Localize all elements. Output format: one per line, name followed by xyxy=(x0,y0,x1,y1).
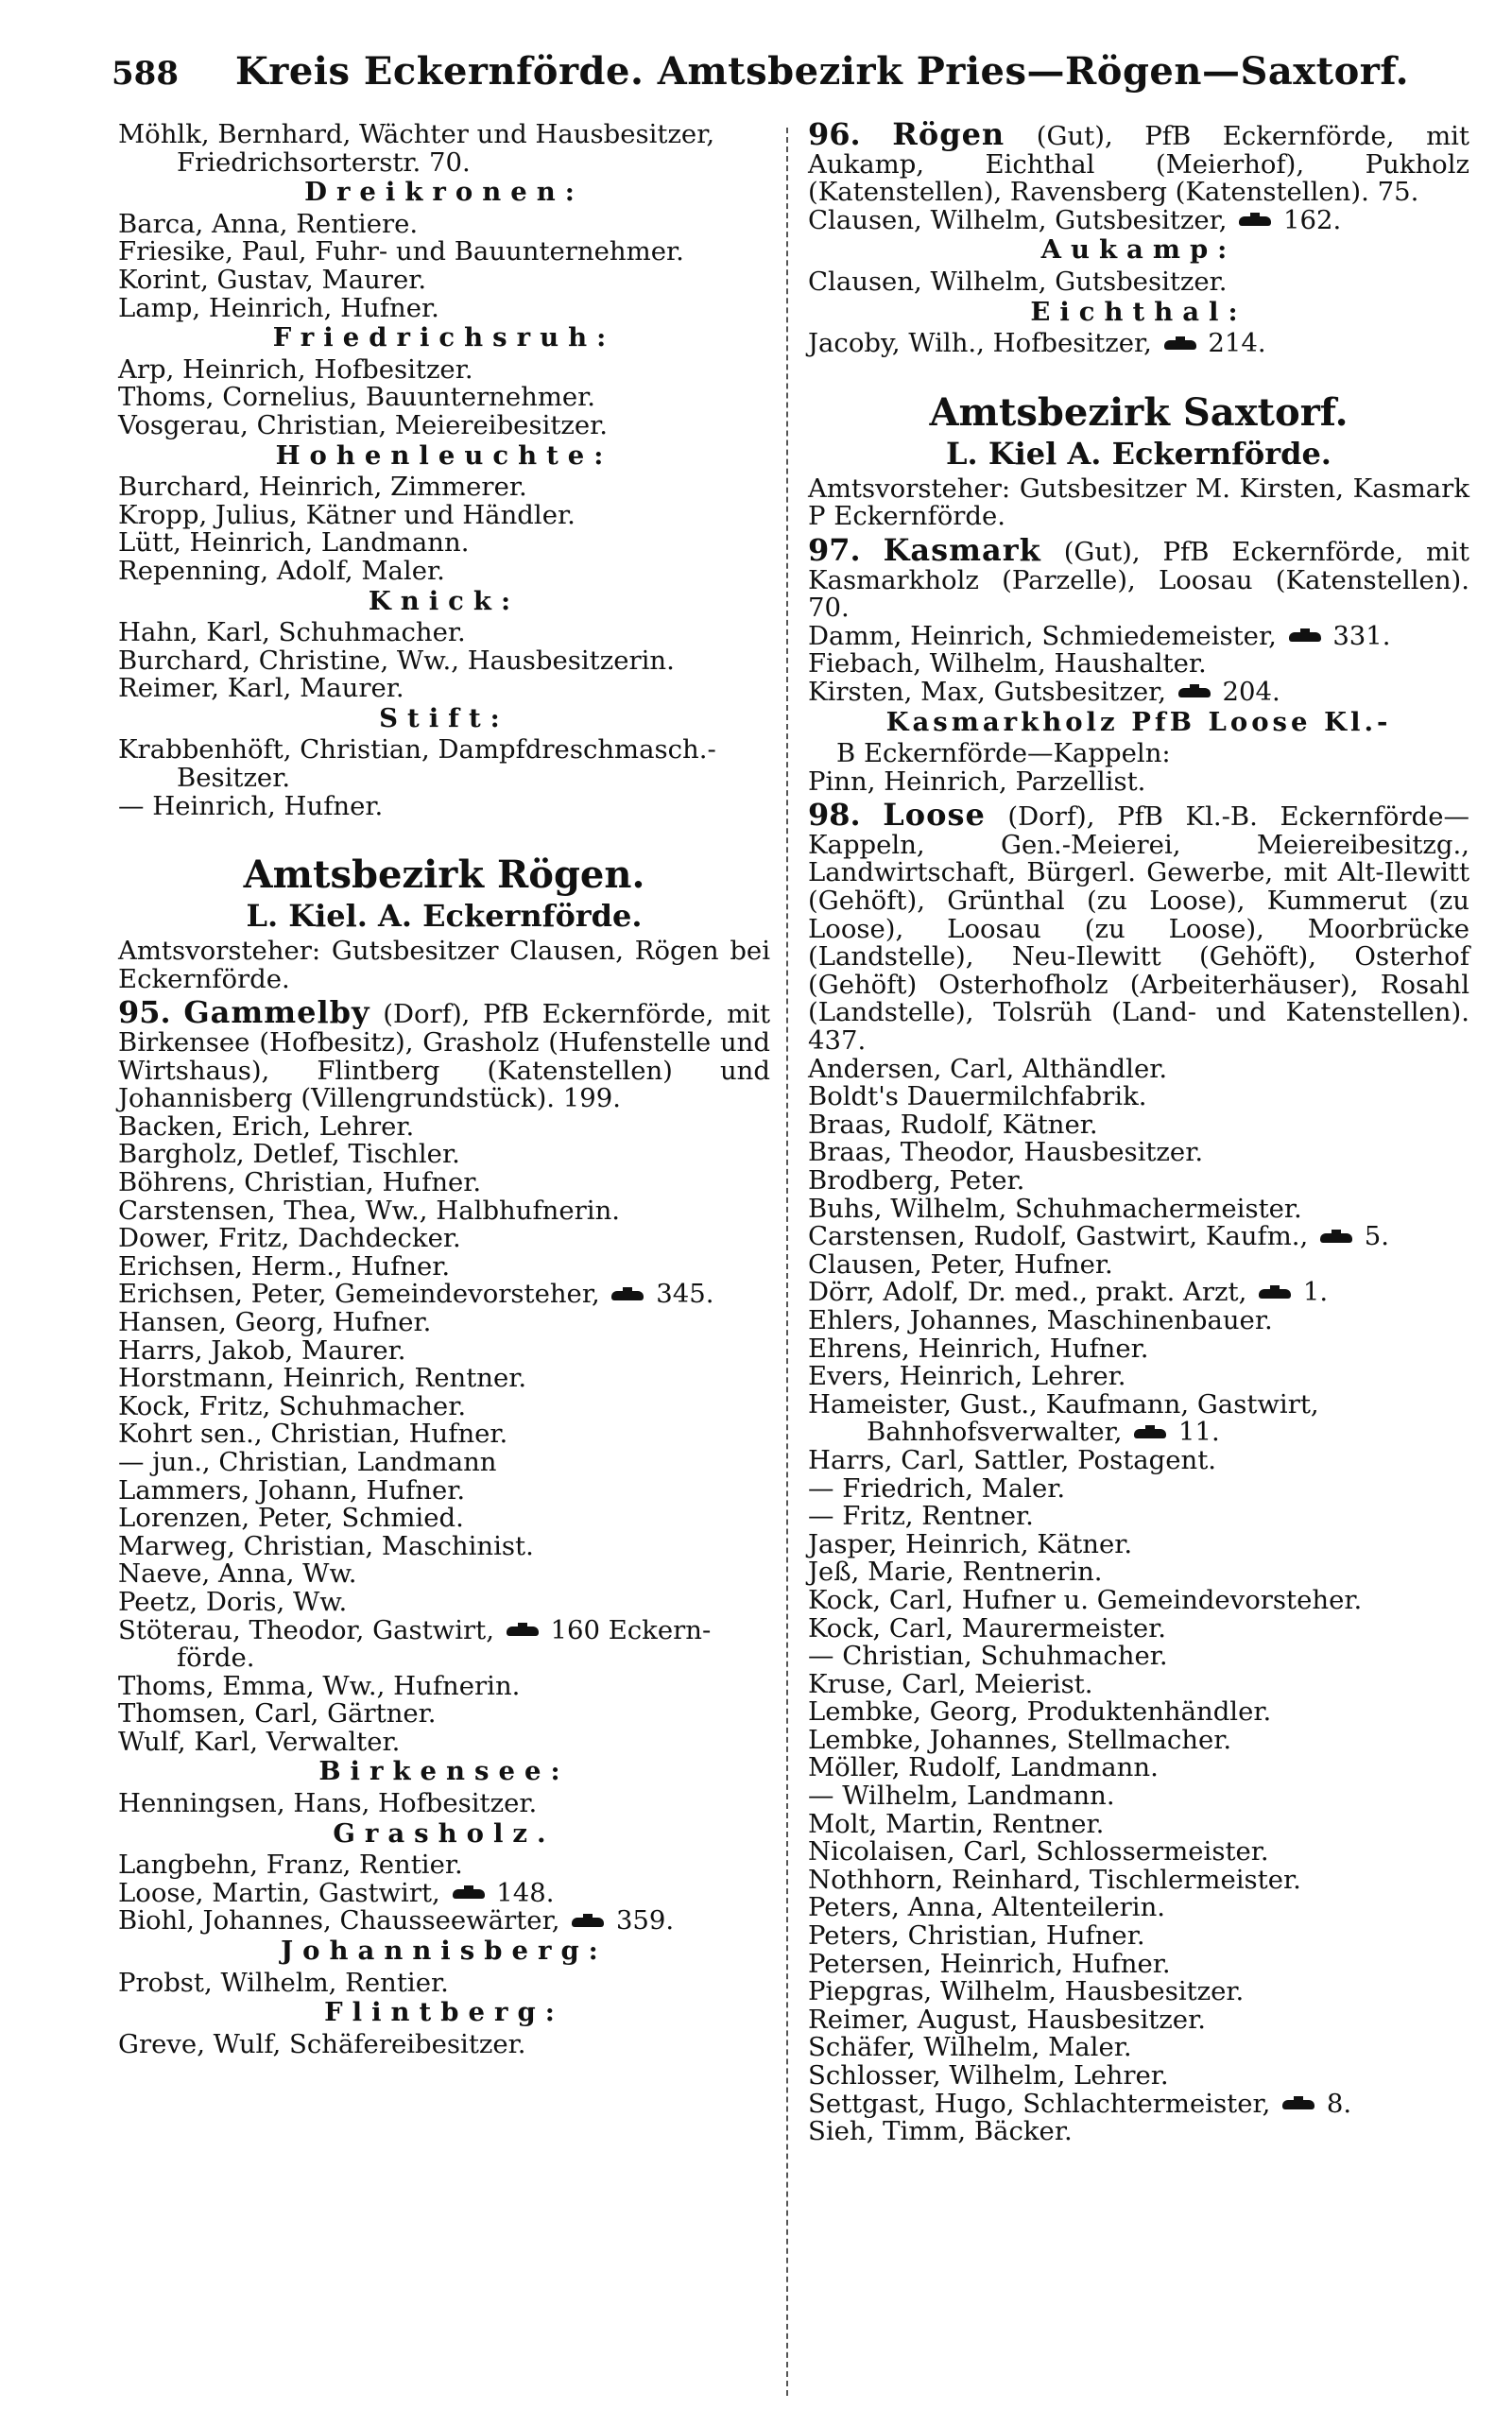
list-item: — jun., Christian, Landmann xyxy=(118,1446,497,1477)
list-item: Henningsen, Hans, Hofbesitzer. xyxy=(118,1788,538,1819)
list-item: Burchard, Heinrich, Zimmerer. xyxy=(118,472,527,503)
section-heading-aukamp: Aukamp: xyxy=(1040,234,1237,266)
section-heading-kasmarkholz-cont: B Eckernförde—Kappeln: xyxy=(836,738,1171,769)
list-item: Reimer, August, Hausbesitzer. xyxy=(808,2004,1206,2035)
section-heading-friedrichsruh: Friedrichsruh: xyxy=(272,322,616,353)
entry-text: Bahnhofsverwalter, xyxy=(867,1417,1123,1448)
list-item: Lamp, Heinrich, Hufner. xyxy=(118,292,439,323)
list-item: Arp, Heinrich, Hofbesitzer. xyxy=(118,353,473,385)
list-item: Lütt, Heinrich, Landmann. xyxy=(118,527,470,559)
list-item: Clausen, Wilhelm, Gutsbesitzer. xyxy=(808,266,1228,297)
telephone-icon xyxy=(1239,215,1271,228)
district-subtitle-saxtorf: L. Kiel A. Eckernförde. xyxy=(946,435,1332,472)
district-title-saxtorf: Amtsbezirk Saxtorf. xyxy=(929,389,1349,435)
list-item: Probst, Wilhelm, Rentier. xyxy=(118,1967,449,1998)
telephone-icon xyxy=(611,1289,644,1302)
section-heading-flintberg: Flintberg: xyxy=(324,1997,564,2028)
list-item: Kock, Carl, Hufner u. Gemeindevorsteher. xyxy=(808,1584,1363,1615)
running-title: Kreis Eckernförde. Amtsbezirk Pries—Rögen—Saxtorf. xyxy=(234,49,1410,94)
list-item: Besitzer. xyxy=(177,763,291,794)
list-item: Greve, Wulf, Schäfereibesitzer. xyxy=(118,2028,526,2059)
place-name: Rögen xyxy=(892,116,1005,152)
list-item: Peters, Anna, Altenteilerin. xyxy=(808,1892,1166,1923)
section-heading-knick: Knick: xyxy=(368,585,521,616)
telephone-number: 214. xyxy=(1208,328,1266,359)
list-item: Kohrt sen., Christian, Hufner. xyxy=(118,1419,508,1450)
list-item xyxy=(808,2088,1469,2119)
list-item: Langbehn, Franz, Rentier. xyxy=(118,1850,463,1881)
list-item: Sieh, Timm, Bäcker. xyxy=(808,2116,1073,2147)
district-vorsteher-roegen: Amtsvorsteher: Gutsbesitzer Clausen, Rögen bei Eckernförde. xyxy=(118,936,770,994)
entry-text: Clausen, Wilhelm, Gutsbesitzer, xyxy=(808,204,1228,235)
list-item: Dower, Fritz, Dachdecker. xyxy=(118,1223,461,1254)
telephone-number: 1. xyxy=(1302,1277,1329,1308)
place-description: (Gut), PfB Eckernförde, mit Aukamp, Eichthal (Meierhof), Pukholz (Katenstellen), Ravensberg (Katenstellen). 75. xyxy=(808,121,1469,208)
list-item: Barca, Anna, Rentiere. xyxy=(118,208,419,239)
list-item: Wulf, Karl, Verwalter. xyxy=(118,1726,401,1757)
list-item: Kruse, Carl, Meierist. xyxy=(808,1668,1093,1699)
list-item xyxy=(808,1279,1469,1307)
district-subtitle-roegen: L. Kiel. A. Eckernförde. xyxy=(246,898,643,935)
list-item: Nicolaisen, Carl, Schlossermeister. xyxy=(808,1836,1269,1868)
list-item: Lammers, Johann, Hufner. xyxy=(118,1474,466,1506)
entry-text: Stöterau, Theodor, Gastwirt, xyxy=(118,1614,494,1645)
list-item: Thoms, Cornelius, Bauunternehmer. xyxy=(118,382,596,413)
telephone-icon xyxy=(1289,630,1321,644)
district-vorsteher-saxtorf: Amtsvorsteher: Gutsbesitzer M. Kirsten, Kasmark P Eckernförde. xyxy=(808,473,1469,532)
list-item: Harrs, Jakob, Maurer. xyxy=(118,1334,406,1366)
list-item xyxy=(118,1877,770,1908)
list-item: Ehrens, Heinrich, Hufner. xyxy=(808,1333,1149,1364)
telephone-number: 160 Eckern- xyxy=(550,1614,712,1645)
telephone-icon xyxy=(572,1916,604,1929)
list-item: Friesike, Paul, Fuhr- und Bauunternehmer. xyxy=(118,236,684,267)
place-description: (Gut), PfB Eckernförde, mit Kasmarkholz (Parzelle), Loosau (Katenstellen). 70. xyxy=(808,536,1469,624)
place-description: (Dorf), PfB Kl.-B. Eckernförde—Kappeln, Gen.-Meierei, Meiereibesitzg., Landwirtschaft, Bürgerl. Gewerbe, mit Alt-Ilewitt (Gehöft), Grünthal (zu Loose), Kummerut (zu Loose), Loosau (zu Loose), Moorbrücke (Landstelle), Neu-Ilewitt (Gehöft), Osterhof (Gehöft) Osterhofholz (Arbeiterhäuser), Rosahl (Landstelle), Tolsrüh (Land- und Katenstellen). 437. xyxy=(808,801,1469,1057)
list-item: Peetz, Doris, Ww. xyxy=(118,1586,348,1617)
list-item xyxy=(118,1614,770,1645)
list-item: Marweg, Christian, Maschinist. xyxy=(118,1530,534,1561)
telephone-number: 5. xyxy=(1364,1221,1390,1252)
list-item: Piepgras, Wilhelm, Hausbesitzer. xyxy=(808,1976,1245,2007)
column-divider xyxy=(786,128,788,2396)
list-item: Lembke, Johannes, Stellmacher. xyxy=(808,1724,1232,1755)
district-title-roegen: Amtsbezirk Rögen. xyxy=(243,852,645,898)
section-heading-johannisberg: Johannisberg: xyxy=(281,1936,608,1967)
list-item: Boldt's Dauermilchfabrik. xyxy=(808,1081,1147,1112)
section-heading-stift: Stift: xyxy=(379,702,509,733)
section-heading-birkensee: Birkensee: xyxy=(318,1756,570,1787)
list-item: Fiebach, Wilhelm, Haushalter. xyxy=(808,648,1207,680)
telephone-icon xyxy=(1259,1287,1291,1300)
list-item: — Heinrich, Hufner. xyxy=(118,790,384,821)
list-item: Pinn, Heinrich, Parzellist. xyxy=(808,766,1146,797)
list-item: — Friedrich, Maler. xyxy=(808,1472,1066,1504)
list-item: Evers, Heinrich, Lehrer. xyxy=(808,1361,1126,1392)
entry-text: Damm, Heinrich, Schmiedemeister, xyxy=(808,620,1277,651)
entry-text: Biohl, Johannes, Chausseewärter, xyxy=(118,1905,560,1936)
list-item: Thoms, Emma, Ww., Hufnerin. xyxy=(118,1670,521,1701)
list-item: Kropp, Julius, Kätner und Händler. xyxy=(118,499,576,530)
list-item: Reimer, Karl, Maurer. xyxy=(118,673,404,704)
list-item: Naeve, Anna, Ww. xyxy=(118,1558,357,1590)
list-item: Erichsen, Herm., Hufner. xyxy=(118,1250,451,1282)
list-item: — Christian, Schuhmacher. xyxy=(808,1641,1168,1672)
list-item: Clausen, Peter, Hufner. xyxy=(808,1248,1113,1280)
entry-text: Carstensen, Rudolf, Gastwirt, Kaufm., xyxy=(808,1221,1309,1252)
list-item xyxy=(808,1419,1469,1447)
list-item: Jasper, Heinrich, Kätner. xyxy=(808,1528,1133,1559)
telephone-number: 162. xyxy=(1283,204,1342,235)
list-item: Lembke, Georg, Produktenhändler. xyxy=(808,1696,1272,1728)
place-name: Kasmark xyxy=(883,531,1041,568)
page-header xyxy=(112,49,1453,106)
telephone-number: 11. xyxy=(1177,1417,1220,1448)
list-item xyxy=(118,1907,770,1936)
place-entry-loose xyxy=(808,797,1469,1057)
entry-text: Kirsten, Max, Gutsbesitzer, xyxy=(808,676,1166,707)
left-column xyxy=(118,121,770,2058)
list-item xyxy=(808,620,1469,651)
list-item xyxy=(808,330,1469,358)
list-item: Jeß, Marie, Rentnerin. xyxy=(808,1557,1103,1588)
list-item: Repenning, Adolf, Maler. xyxy=(118,555,445,586)
list-item: Andersen, Carl, Althändler. xyxy=(808,1053,1168,1084)
telephone-icon xyxy=(1164,338,1196,352)
place-name: Loose xyxy=(883,797,986,834)
list-item: Vosgerau, Christian, Meiereibesitzer. xyxy=(118,409,609,440)
list-item xyxy=(808,1223,1469,1251)
section-heading-kasmarkholz: Kasmarkholz PfB Loose Kl.- xyxy=(885,706,1392,737)
place-name: Gammelby xyxy=(183,994,370,1031)
telephone-number: 148. xyxy=(496,1877,555,1908)
list-item xyxy=(118,1281,770,1309)
list-item: Hansen, Georg, Hufner. xyxy=(118,1306,432,1337)
section-heading-dreikronen: Dreikronen: xyxy=(304,177,584,208)
list-item: Thomsen, Carl, Gärtner. xyxy=(118,1698,437,1730)
place-number: 96. xyxy=(808,116,861,152)
section-heading-hohenleuchte: Hohenleuchte: xyxy=(275,439,613,471)
list-item: Hameister, Gust., Kaufmann, Gastwirt, xyxy=(808,1388,1319,1420)
list-item: Horstmann, Heinrich, Rentner. xyxy=(118,1363,527,1394)
list-item: Korint, Gustav, Maurer. xyxy=(118,264,427,295)
list-item xyxy=(808,676,1469,707)
telephone-icon xyxy=(1178,686,1211,699)
list-item: Harrs, Carl, Sattler, Postagent. xyxy=(808,1444,1217,1475)
telephone-icon xyxy=(507,1625,539,1638)
list-item: Bargholz, Detlef, Tischler. xyxy=(118,1139,460,1170)
list-item: Krabbenhöft, Christian, Dampfdreschmasch.- xyxy=(118,734,716,766)
list-item: Peters, Christian, Hufner. xyxy=(808,1920,1145,1952)
right-column xyxy=(808,116,1469,2147)
list-item: — Wilhelm, Landmann. xyxy=(808,1781,1115,1812)
list-item: Nothhorn, Reinhard, Tischlermeister. xyxy=(808,1864,1301,1895)
list-item: förde. xyxy=(177,1643,255,1674)
place-description: (Dorf), PfB Eckernförde, mit Birkensee (Hofbesitz), Grasholz (Hufenstelle und Wirtshaus), Flintberg (Katenstellen) und Johannisberg (Villengrundstück). 199. xyxy=(118,999,770,1114)
place-entry-gammelby xyxy=(118,994,770,1114)
list-item: Brodberg, Peter. xyxy=(808,1165,1025,1196)
list-item: Petersen, Heinrich, Hufner. xyxy=(808,1948,1171,1979)
telephone-icon xyxy=(1134,1427,1166,1440)
telephone-number: 204. xyxy=(1222,676,1280,707)
list-item: Schlosser, Wilhelm, Lehrer. xyxy=(808,2060,1169,2091)
telephone-icon xyxy=(1320,1231,1352,1245)
place-entry-kasmark xyxy=(808,531,1469,624)
list-item: Kock, Fritz, Schuhmacher. xyxy=(118,1390,467,1421)
place-number: 98. xyxy=(808,797,861,834)
list-item: Burchard, Christine, Ww., Hausbesitzerin. xyxy=(118,645,675,676)
entry-text: Settgast, Hugo, Schlachtermeister, xyxy=(808,2088,1271,2119)
telephone-number: 359. xyxy=(615,1905,675,1936)
section-heading-grasholz: Grasholz. xyxy=(333,1817,556,1849)
list-item: — Fritz, Rentner. xyxy=(808,1501,1034,1532)
telephone-number: 331. xyxy=(1332,620,1391,651)
list-item: Schäfer, Wilhelm, Maler. xyxy=(808,2032,1132,2063)
list-item: Carstensen, Thea, Ww., Halbhufnerin. xyxy=(118,1195,621,1226)
list-item: Möller, Rudolf, Landmann. xyxy=(808,1752,1159,1783)
list-item: Möhlk, Bernhard, Wächter und Hausbesitzer, xyxy=(118,119,715,149)
list-item: Lorenzen, Peter, Schmied. xyxy=(118,1503,464,1534)
place-number: 97. xyxy=(808,531,861,568)
entry-text: Dörr, Adolf, Dr. med., prakt. Arzt, xyxy=(808,1277,1247,1308)
list-item: Kock, Carl, Maurermeister. xyxy=(808,1612,1167,1644)
list-item: Braas, Rudolf, Kätner. xyxy=(808,1109,1098,1140)
page-number: 588 xyxy=(112,55,179,93)
telephone-icon xyxy=(1282,2098,1314,2111)
entry-text: Loose, Martin, Gastwirt, xyxy=(118,1877,440,1908)
list-item: Buhs, Wilhelm, Schuhmachermeister. xyxy=(808,1193,1302,1224)
list-item: Friedrichsorterstr. 70. xyxy=(177,146,471,178)
list-item: Braas, Theodor, Hausbesitzer. xyxy=(808,1137,1204,1168)
place-entry-roegen xyxy=(808,116,1469,208)
place-number: 95. xyxy=(118,994,171,1031)
section-heading-eichthal: Eichthal: xyxy=(1030,296,1247,327)
list-item: Ehlers, Johannes, Maschinenbauer. xyxy=(808,1304,1273,1335)
entry-text: Erichsen, Peter, Gemeindevorsteher, xyxy=(118,1279,600,1310)
entry-text: Jacoby, Wilh., Hofbesitzer, xyxy=(808,328,1152,359)
telephone-number: 345. xyxy=(656,1279,714,1310)
list-item: Molt, Martin, Rentner. xyxy=(808,1808,1105,1839)
telephone-icon xyxy=(453,1887,485,1901)
list-item xyxy=(808,204,1469,235)
list-item: Hahn, Karl, Schuhmacher. xyxy=(118,617,466,648)
list-item: Böhrens, Christian, Hufner. xyxy=(118,1167,482,1197)
telephone-number: 8. xyxy=(1326,2088,1352,2119)
list-item: Backen, Erich, Lehrer. xyxy=(118,1110,415,1142)
